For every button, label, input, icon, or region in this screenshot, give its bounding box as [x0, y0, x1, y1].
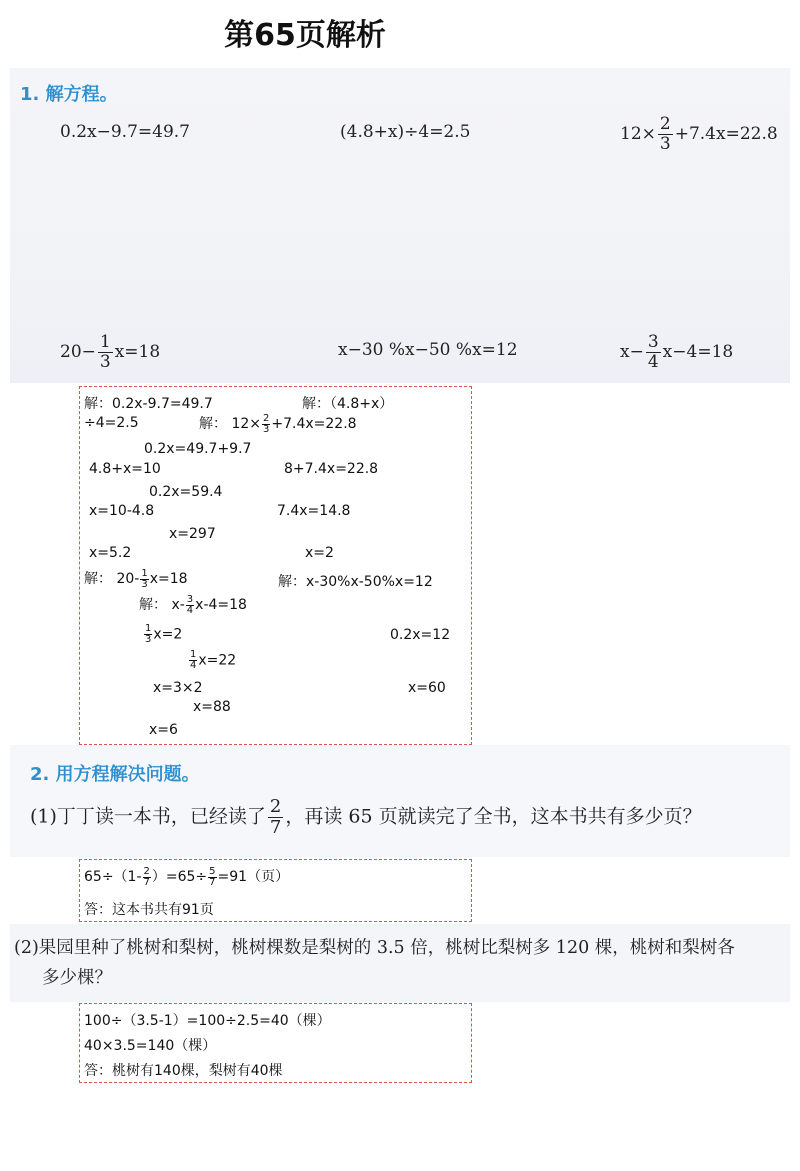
- answer-line: 解：（4.8+x）: [302, 396, 394, 412]
- equation-2: (4.8+x)÷4=2.5: [340, 122, 471, 142]
- answer-line: ÷4=2.5: [84, 415, 139, 431]
- answer-line: x=3×2: [153, 680, 203, 696]
- answer-line: 65÷（1- $\frac{2}{7}$ ）=65÷ $\frac{5}{7}$ =91（页）: [84, 865, 290, 888]
- answer-line: 解： 12× $\frac{2}{3}$ +7.4x=22.8: [199, 412, 357, 435]
- answer-line: 解：x-30%x-50%x=12: [278, 574, 433, 590]
- answer-line: 40×3.5=140（棵）: [84, 1038, 217, 1054]
- section-2-heading: 2. 用方程解决问题。: [30, 764, 200, 785]
- answer-line: 解： 20- $\frac{1}{3}$ x=18: [84, 567, 188, 590]
- answer-line: x=2: [305, 545, 334, 561]
- answer-line: $\frac{1}{3}$ x=2: [145, 623, 183, 645]
- answer-line: 0.2x=49.7+9.7: [144, 441, 252, 457]
- problem-2-text-line-2: 多少棵？: [42, 968, 112, 988]
- problem-1-text: (1)丁丁读一本书，已经读了 $\frac{2}{7}$ ，再读 65 页就读完了全书，这本书共有多少页？: [30, 796, 702, 838]
- equation-5: x−30 %x−50 %x=12: [338, 340, 518, 360]
- answer-line: 答：桃树有140棵，梨树有40棵: [84, 1063, 283, 1079]
- equation-6: x− $\frac{3}{4}$ x−4=18: [620, 332, 734, 372]
- answer-line: x=88: [193, 699, 231, 715]
- equation-3: 12× $\frac{2}{3}$ +7.4x=22.8: [620, 114, 778, 154]
- page-title: 第65页解析: [224, 18, 386, 53]
- answer-line: 7.4x=14.8: [277, 503, 351, 519]
- answer-line: 100÷（3.5-1）=100÷2.5=40（棵）: [84, 1013, 331, 1029]
- equation-4: 20− $\frac{1}{3}$ x=18: [60, 332, 161, 372]
- answer-line: 解： x- $\frac{3}{4}$ x-4=18: [139, 593, 247, 616]
- equation-1: 0.2x−9.7=49.7: [60, 122, 190, 142]
- answer-line: 0.2x=59.4: [149, 484, 223, 500]
- answer-line: 8+7.4x=22.8: [284, 461, 379, 477]
- answer-line: x=5.2: [89, 545, 132, 561]
- section-1-heading: 1. 解方程。: [20, 84, 118, 105]
- answer-line: 4.8+x=10: [89, 461, 161, 477]
- answer-line: $\frac{1}{4}$ x=22: [190, 649, 237, 671]
- bleed-through-text: [14, 272, 19, 292]
- answer-line: x=10-4.8: [89, 503, 155, 519]
- answer-line: 0.2x=12: [390, 627, 451, 643]
- problem-2-text-line-1: (2)果园里种了桃树和梨树，桃树棵数是梨树的 3.5 倍，桃树比梨树多 120 棵，桃树和梨树各: [14, 938, 735, 958]
- answer-line: 答：这本书共有91页: [84, 902, 214, 918]
- answer-line: x=297: [169, 526, 216, 542]
- answer-line: 解：0.2x-9.7=49.7: [84, 396, 213, 412]
- answer-line: x=60: [408, 680, 446, 696]
- answer-line: x=6: [149, 722, 178, 738]
